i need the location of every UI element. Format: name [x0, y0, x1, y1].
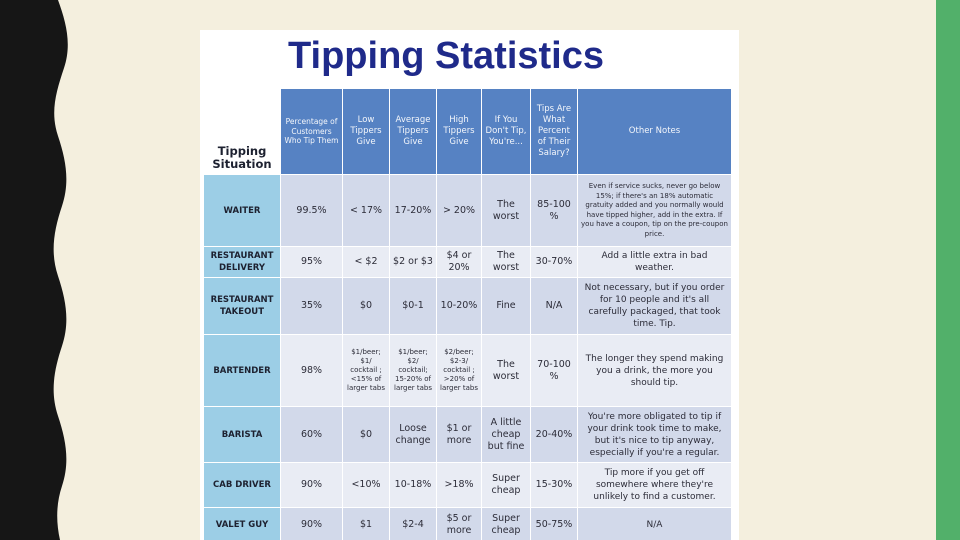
table-row	[204, 278, 732, 335]
cell-salary-percent: N/A	[531, 278, 578, 335]
cell-low-tippers: < $2	[343, 247, 390, 278]
situation-waiter: WAITER	[204, 175, 281, 247]
header-percentage-who-tip: Percentage of Customers Who Tip Them	[281, 89, 343, 175]
cell-salary-percent: 50-75%	[531, 508, 578, 540]
cell-high-tippers: $1 or more	[437, 407, 482, 463]
cell-other-notes: Tip more if you get off somewhere where they're unlikely to find a customer.	[578, 463, 732, 508]
cell-percent-tip: 95%	[281, 247, 343, 278]
cell-if-no-tip: Super cheap	[482, 463, 531, 508]
cell-low-tippers: < 17%	[343, 175, 390, 247]
cell-high-tippers: >18%	[437, 463, 482, 508]
slide-title: Tipping Statistics	[288, 35, 605, 77]
cell-low-tippers: $0	[343, 278, 390, 335]
situation-cab-driver: CAB DRIVER	[204, 463, 281, 508]
situation-restaurant-delivery: RESTAURANT DELIVERY	[204, 247, 281, 278]
cell-other-notes: N/A	[578, 508, 732, 540]
cell-salary-percent: 85-100 %	[531, 175, 578, 247]
cell-low-tippers: <10%	[343, 463, 390, 508]
situation-valet-guy: VALET GUY	[204, 508, 281, 540]
cell-other-notes: Even if service sucks, never go below 15%; if there's an 18% automatic gratuity added and you normally would have tipped higher, add in the extra. If you have a coupon, tip on the pre-coupon price.	[578, 175, 732, 247]
situation-bartender: BARTENDER	[204, 335, 281, 407]
table-row	[204, 335, 732, 407]
cell-if-no-tip: The worst	[482, 175, 531, 247]
cell-low-tippers: $1/beer; $1/ cocktail ; <15% of larger tabs	[343, 335, 390, 407]
cell-other-notes: The longer they spend making you a drink, the more you should tip.	[578, 335, 732, 407]
cell-low-tippers: $0	[343, 407, 390, 463]
cell-if-no-tip: Fine	[482, 278, 531, 335]
cell-salary-percent: 15-30%	[531, 463, 578, 508]
header-other-notes: Other Notes	[578, 89, 732, 175]
cell-if-no-tip: Super cheap	[482, 508, 531, 540]
cell-percent-tip: 98%	[281, 335, 343, 407]
left-decorative-strip	[0, 0, 70, 540]
cell-percent-tip: 60%	[281, 407, 343, 463]
table-row	[204, 247, 732, 278]
tipping-table	[203, 88, 732, 540]
cell-average-tippers: Loose change	[390, 407, 437, 463]
cell-low-tippers: $1	[343, 508, 390, 540]
header-tips-percent-salary: Tips Are What Percent of Their Salary?	[531, 89, 578, 175]
table-row	[204, 407, 732, 463]
header-high-tippers: High Tippers Give	[437, 89, 482, 175]
header-row	[204, 89, 732, 175]
cell-salary-percent: 70-100 %	[531, 335, 578, 407]
cell-percent-tip: 90%	[281, 463, 343, 508]
cell-if-no-tip: The worst	[482, 335, 531, 407]
header-tipping-situation: Tipping Situation	[204, 89, 281, 175]
table-row	[204, 175, 732, 247]
cell-high-tippers: $5 or more	[437, 508, 482, 540]
cell-average-tippers: $0-1	[390, 278, 437, 335]
cell-if-no-tip: A little cheap but fine	[482, 407, 531, 463]
cell-percent-tip: 99.5%	[281, 175, 343, 247]
cell-other-notes: You're more obligated to tip if your drink took time to make, but it's nice to tip anyway, especially if you're a regular.	[578, 407, 732, 463]
cell-high-tippers: $2/beer; $2-3/ cocktail ; >20% of larger tabs	[437, 335, 482, 407]
situation-barista: BARISTA	[204, 407, 281, 463]
cell-other-notes: Add a little extra in bad weather.	[578, 247, 732, 278]
cell-other-notes: Not necessary, but if you order for 10 people and it's all carefully packaged, that took time. Tip.	[578, 278, 732, 335]
cell-average-tippers: $2 or $3	[390, 247, 437, 278]
cell-salary-percent: 30-70%	[531, 247, 578, 278]
cell-average-tippers: 10-18%	[390, 463, 437, 508]
cell-if-no-tip: The worst	[482, 247, 531, 278]
cell-percent-tip: 90%	[281, 508, 343, 540]
cell-salary-percent: 20-40%	[531, 407, 578, 463]
cell-high-tippers: 10-20%	[437, 278, 482, 335]
cell-average-tippers: $1/beer; $2/ cocktail; 15-20% of larger tabs	[390, 335, 437, 407]
situation-restaurant-takeout: RESTAURANT TAKEOUT	[204, 278, 281, 335]
cell-average-tippers: 17-20%	[390, 175, 437, 247]
cell-average-tippers: $2-4	[390, 508, 437, 540]
table-row	[204, 463, 732, 508]
slide-card	[200, 30, 739, 540]
table-row	[204, 508, 732, 540]
cell-high-tippers: $4 or 20%	[437, 247, 482, 278]
right-accent-bar	[936, 0, 960, 540]
header-if-you-dont-tip: If You Don't Tip, You're...	[482, 89, 531, 175]
cell-high-tippers: > 20%	[437, 175, 482, 247]
cell-percent-tip: 35%	[281, 278, 343, 335]
header-low-tippers: Low Tippers Give	[343, 89, 390, 175]
header-average-tippers: Average Tippers Give	[390, 89, 437, 175]
